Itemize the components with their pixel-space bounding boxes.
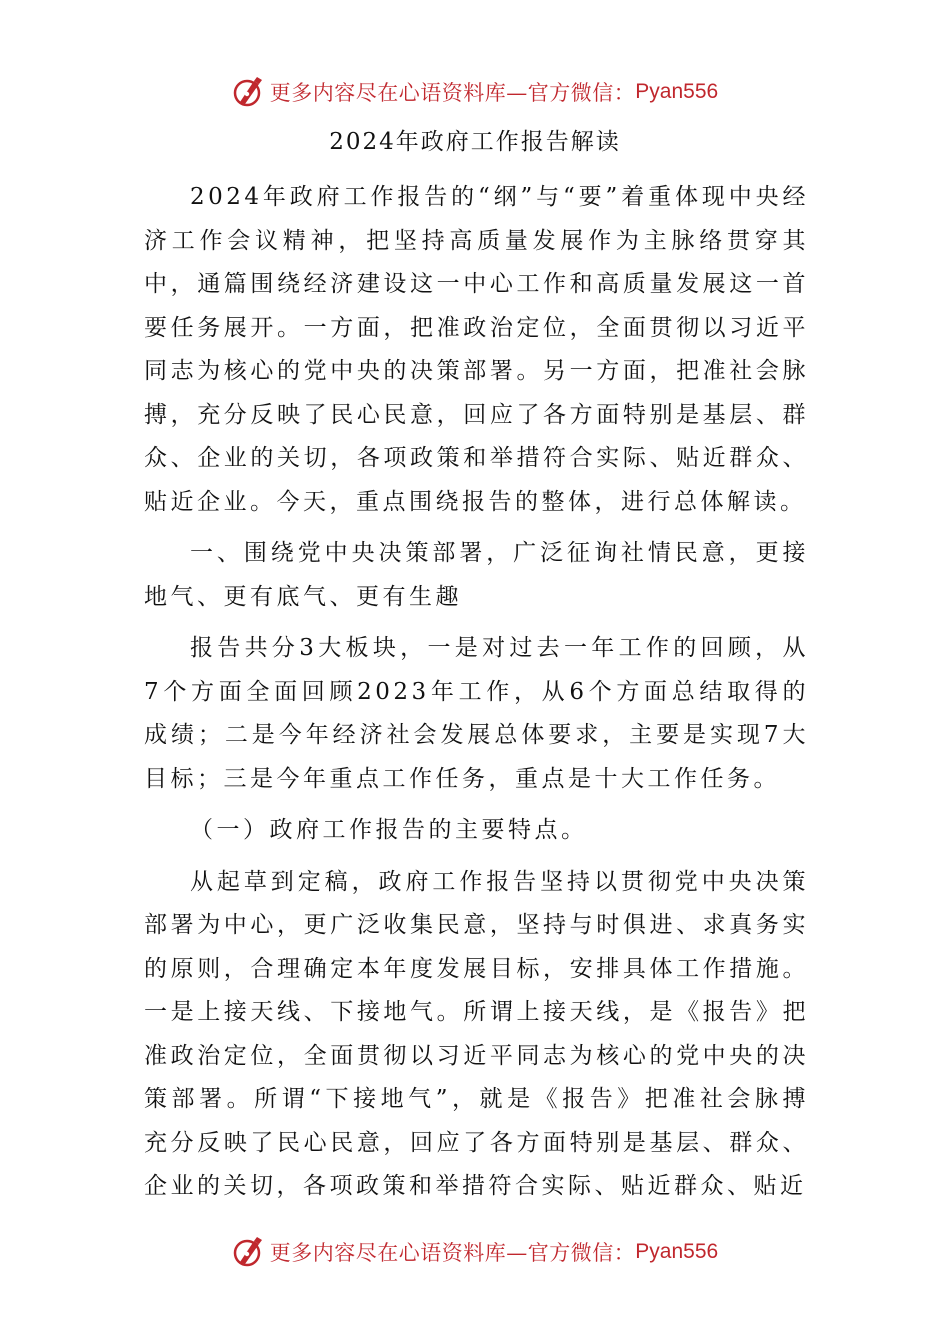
document-body [144,176,809,1217]
section-heading-1: 一、围绕党中央决策部署，广泛征询社情民意，更接地气、更有底气、更有生趣 [144,540,809,610]
paragraph-structure: 报告共分3大板块，一是对过去一年工作的回顾，从7个方面全面回顾2023年工作，从6个方面总结取得的成绩；二是今年经济社会发展总体要求，主要是实现7大目标；三是今年重点工作任务，重点是十大工作任务。 [144,635,809,792]
banner-content [232,1235,718,1269]
footer-watermark-banner [0,1232,950,1272]
banner-wechat-id: Pyan556 [635,80,719,103]
banner-content [232,75,718,109]
banner-text: 更多内容尽在心语资料库—官方微信： [269,81,636,105]
banner-wechat-id: Pyan556 [635,1240,719,1263]
paragraph-features: 从起草到定稿，政府工作报告坚持以贯彻党中央决策部署为中心，更广泛收集民意，坚持与时俱进、求真务实的原则，合理确定本年度发展目标，安排具体工作措施。一是上接天线、下接地气。所谓上接天线，是《报告》把准政治定位，全面贯彻以习近平同志为核心的党中央的决策部署。所谓“下接地气”，就是《报告》把准社会脉搏充分反映了民心民意，回应了各方面特别是基层、群众、企业的关切，各项政策和举措符合实际、贴近群众、贴近 [144,868,809,1199]
subsection-heading-1: （一）政府工作报告的主要特点。 [190,817,588,843]
pen-circle-logo-icon [232,1235,266,1269]
banner-text: 更多内容尽在心语资料库—官方微信： [269,1241,636,1265]
document-title: 2024年政府工作报告解读 [329,129,621,155]
header-watermark-banner [0,72,950,112]
paragraph-intro: 2024年政府工作报告的“纲”与“要”着重体现中央经济工作会议精神，把坚持高质量发展作为主脉络贯穿其中，通篇围绕经济建设这一中心工作和高质量发展这一首要任务展开。一方面，把准政治定位，全面贯彻以习近平同志为核心的党中央的决策部署。另一方面，把准社会脉搏，充分反映了民心民意，回应了各方面特别是基层、群众、企业的关切，各项政策和举措符合实际、贴近群众、贴近企业。今天，重点围绕报告的整体，进行总体解读。 [144,184,809,515]
pen-circle-logo-icon [232,75,266,109]
